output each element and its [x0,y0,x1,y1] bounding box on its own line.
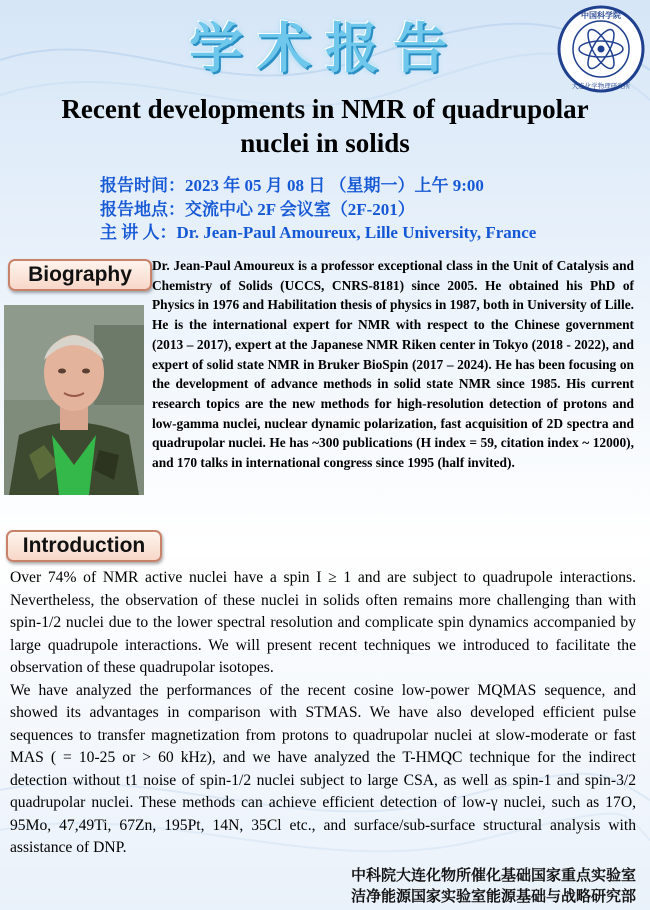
biography-text: Dr. Jean-Paul Amoureux is a professor exceptional class in the Unit of Catalysis and Chemistry of Solids (UCCS, CNRS-8181) since 2005. He obtained his PhD of Physics in 1976 and Habilitation thesis of physics in 1987, both in University of Lille. He is the international expert for NMR with respect to the Chinese government (2013 – 2017), expert at the Japanese NMR Riken center in Tokyo (2018 - 2022), and expert of solid state NMR in Bruker BioSpin (2017 – 2024). He has been focusing on the development of advance methods in solid state NMR since 1985. His current research topics are the new methods for high-resolution detection of protons and low-gamma nuclei, nuclear dynamic polarization, fast acquisition of 2D spectra and quadrupolar nuclei. He has ~300 publications (H index = 59, citation index ~ 12000), and 170 talks in international congress since 1995 (half invited). [152,258,634,471]
introduction-heading: Introduction [6,530,162,562]
talk-time-label: 报告时间： [100,176,185,195]
talk-speaker [100,218,536,243]
talk-speaker-label: 主 讲 人： [100,223,177,242]
biography-heading: Biography [8,259,152,291]
header-title: 学术报告 [189,17,461,80]
talk-speaker-value: Dr. Jean-Paul Amoureux, Lille University, France [176,223,537,242]
footer-line-2: 洁净能源国家实验室能源基础与战略研究部 [350,887,636,905]
talk-place-label: 报告地点： [100,200,185,219]
talk-title-line-2: nuclei in solids [240,128,410,158]
talk-title-line-1: Recent developments in NMR of quadrupolar [61,94,589,124]
introduction-paragraph-1: Over 74% of NMR active nuclei have a spin I ≥ 1 and are subject to quadrupole interactions. Nevertheless, the observation of these nuclei in solids often remains more challenging than with spin-1/2 nuclei due to the lower spectral resolution and complicate spin dynamics accompanied by large quadrupole interactions. We will present recent techniques we introduced to facilitate the observation of these quadrupolar isotopes. [10,569,636,676]
introduction-paragraph-2: We have analyzed the performances of the recent cosine low-power MQMAS sequence, and showed its advantages in comparison with STMAS. We have also developed efficient pulse sequences to transfer magnetization from protons to quadrupolar nuclei at slow-moderate or fast MAS ( = 10-25 or > 60 kHz), and we have analyzed the T-HMQC technique for the indirect detection without t1 noise of spin-1/2 nuclei subject to large CSA, as well as spin-1 and spin-3/2 quadrupolar nuclei. These methods can achieve efficient detection of low-γ nuclei, such as 17O, 95Mo, 47,49Ti, 67Zn, 195Pt, 14N, 35Cl etc., and surface/sub-surface structural analysis with assistance of DNP. [10,681,636,856]
talk-time [100,171,484,196]
talk-title [20,92,630,160]
introduction-text [10,567,636,860]
logo-text-top: 中国科学院 [581,11,621,20]
talk-place-value: 交流中心 2F 会议室（2F-201） [185,200,415,219]
logo-text-bottom: 大连化学物理研究所 [571,82,631,90]
atom-seal-icon [556,4,646,94]
talk-place [100,195,415,220]
speaker-portrait [4,305,144,495]
footer-line-1: 中科院大连化物所催化基础国家重点实验室 [350,866,636,884]
talk-time-value: 2023 年 05 月 08 日 （星期一）上午 9:00 [185,176,484,195]
